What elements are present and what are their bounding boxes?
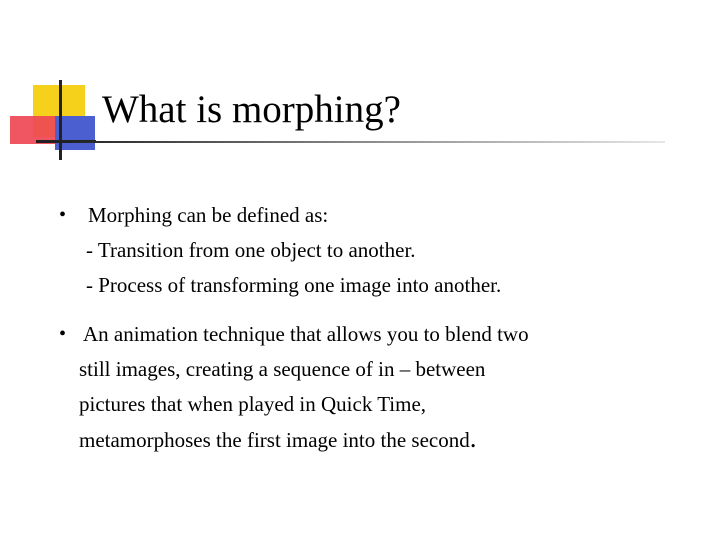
title-underline-rule (60, 141, 665, 143)
bullet-2-line-3: pictures that when played in Quick Time, (79, 392, 427, 416)
bullet-2-line-4-text: metamorphoses the first image into the second (79, 428, 470, 452)
bullet-1-line-1: Morphing can be defined as: (88, 203, 329, 227)
title-decoration (0, 0, 720, 170)
vertical-line-decoration (59, 80, 62, 160)
bullet-2-trailing-period: . (469, 423, 477, 453)
bullet-2-line-2: still images, creating a sequence of in – between (79, 357, 486, 381)
bullet-marker: • (59, 204, 67, 226)
bullet-marker: • (59, 323, 67, 345)
bullet-1-line-2: - Transition from one object to another. (86, 238, 416, 262)
bullet-1-line-3: - Process of transforming one image into another. (86, 273, 502, 297)
bullet-2-line-4 (79, 425, 477, 453)
slide-title: What is morphing? (102, 88, 401, 131)
bullet-2-line-1: An animation technique that allows you to blend two (83, 322, 529, 346)
